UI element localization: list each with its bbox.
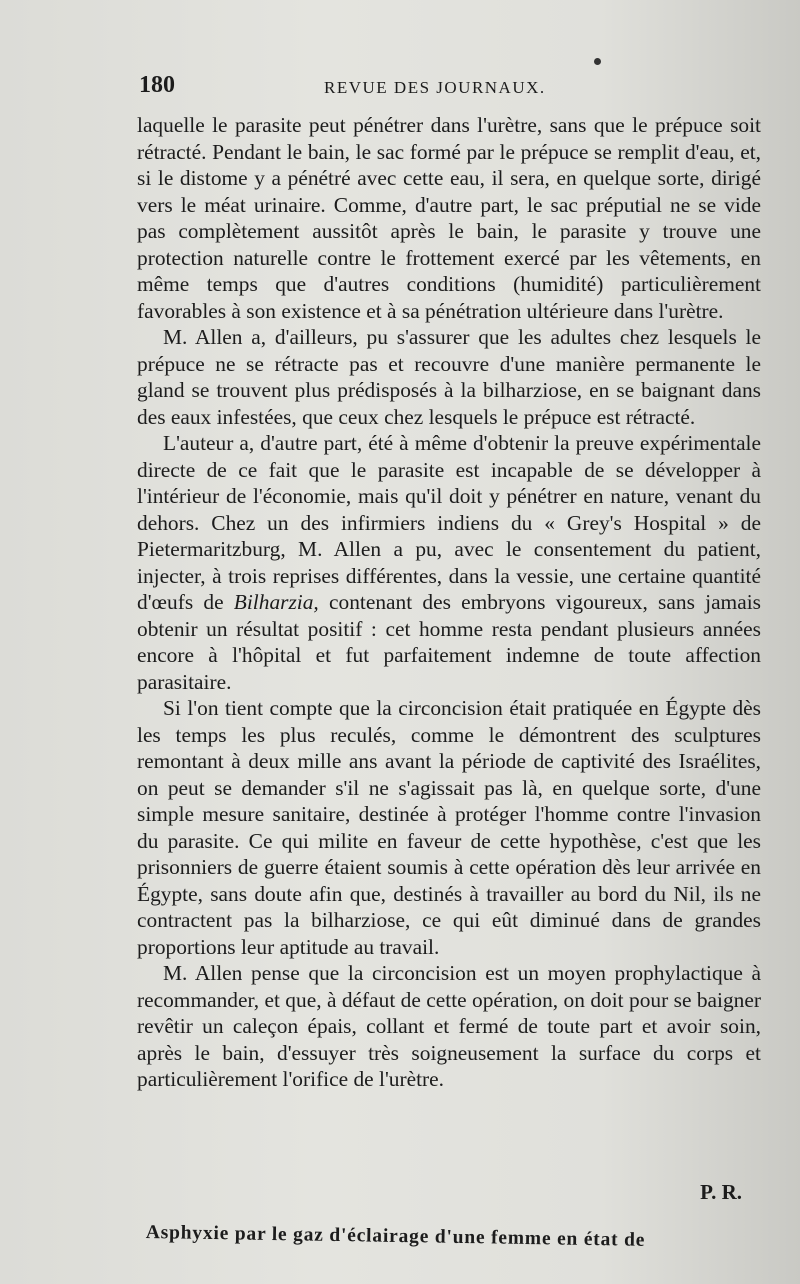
page-header bbox=[139, 72, 759, 106]
paragraph-3-tail: contenant des embryons vigoureux, sans jamais obtenir un résultat positif : cet homme resta pendant plusieurs années encore à l'hôpital et fut parfaitement indemne de toute affection parasitaire. bbox=[137, 590, 761, 694]
paragraph-5: M. Allen pense que la circoncision est un moyen prophylactique à recommander, et que, à défaut de cette opération, on doit pour se baigner revêtir un caleçon épais, collant et fermé de toute part et avoir soin, après le bain, d'essuyer très soigneusement la surface du corps et particulièrement l'orifice de l'urètre. bbox=[137, 961, 761, 1091]
paragraph-4: Si l'on tient compte que la circoncision était pratiquée en Égypte dès les temps les plus reculés, comme le démontrent des sculptures remontant à deux mille ans avant la période de captivité des Israélites, on peut se demander s'il ne s'agissait pas là, en quelque sorte, d'une simple mesure sanitaire, destinée à protéger l'homme contre l'invasion du parasite. Ce qui milite en faveur de cette hypothèse, c'est que les prisonniers de guerre étaient soumis à cette opération dès leur arrivée en Égypte, sans doute afin que, destinés à travailler au bord du Nil, ils ne contractent pas la bilharziose, ce qui eût diminué dans de grandes proportions leur aptitude au travail. bbox=[137, 696, 761, 959]
paragraph-3 bbox=[137, 430, 761, 695]
paragraph-1: laquelle le parasite peut pénétrer dans l'urètre, sans que le prépuce soit rétracté. Pendant le bain, le sac formé par le prépuce se remplit d'eau, et, si le distome y a pénétré avec cette eau, il sera, en quelque sorte, dirigé vers le méat urinaire. Comme, d'autre part, le sac préputial ne se vide pas complètement aussitôt après le bain, le parasite y trouve une protection naturelle contre le frottement exercé par les vêtements, en même temps que d'autres conditions (humidité) particulièrement favorables à son existence et à sa pénétration ultérieure dans l'urètre. bbox=[137, 113, 761, 323]
page-number: 180 bbox=[139, 72, 175, 98]
paragraph-2: M. Allen a, d'ailleurs, pu s'assurer que les adultes chez lesquels le prépuce ne se rétracte pas et recouvre d'une manière permanente le gland se trouvent plus prédisposés à la bilharziose, en se baignant dans des eaux infestées, que ceux chez lesquels le prépuce est rétracté. bbox=[137, 325, 761, 429]
italic-term: Bilharzia, bbox=[233, 590, 319, 614]
ink-dot bbox=[594, 58, 601, 65]
paragraph-3-text: L'auteur a, d'autre part, été à même d'obtenir la preuve expérimentale directe de ce fait que le parasite est incapable de se développer à l'intérieur de l'économie, mais qu'il doit y pénétrer en nature, venant du dehors. Chez un des infirmiers indiens du « Grey's Hospital » de Pietermaritzburg, M. Allen a pu, avec le consentement du patient, injecter, à trois reprises différentes, dans la vessie, une certaine quantité d'œufs de bbox=[137, 431, 761, 614]
next-article-heading: Asphyxie par le gaz d'éclairage d'une femme en état de bbox=[145, 1222, 646, 1251]
article-body bbox=[137, 112, 761, 1093]
running-title: REVUE DES JOURNAUX. bbox=[324, 78, 546, 97]
author-signature: P. R. bbox=[700, 1180, 742, 1204]
